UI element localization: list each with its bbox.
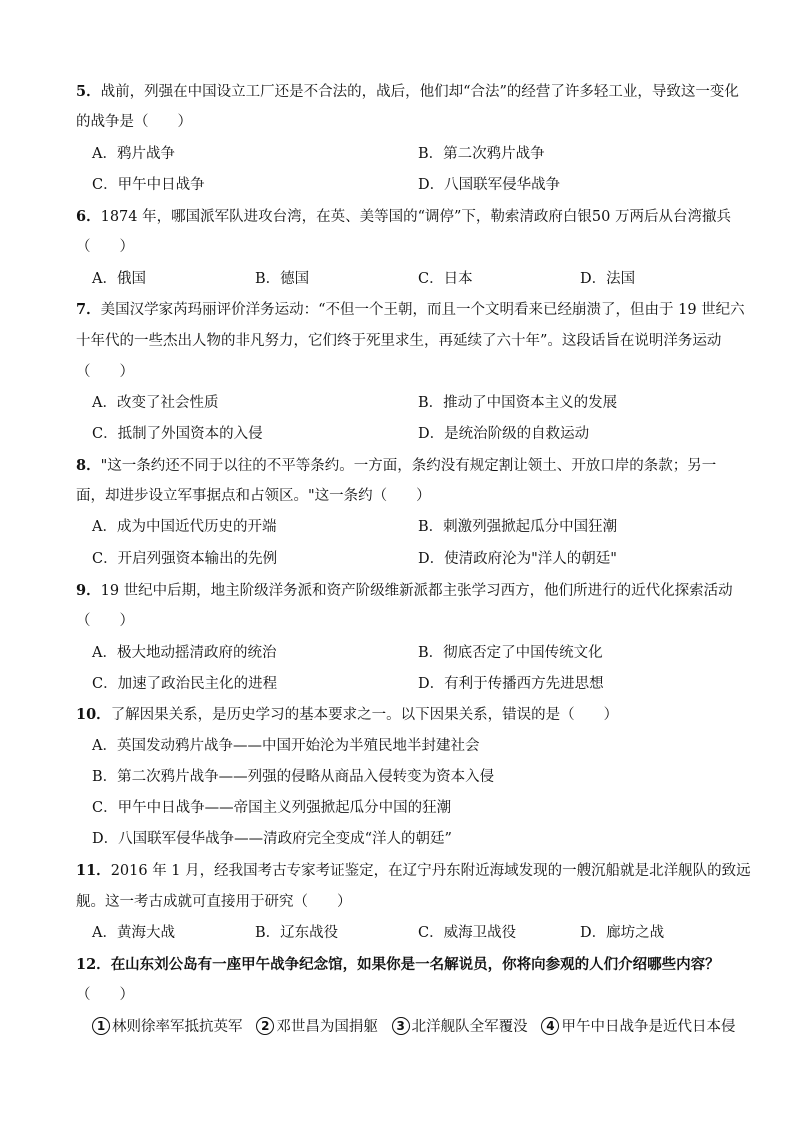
q6-stem-line2: （ ） <box>76 239 134 255</box>
q12-item-4-text: 甲午中日战争是近代日本侵 <box>561 1019 736 1035</box>
q12-item-1 <box>92 1019 243 1035</box>
q7-option-d: D．是统治阶级的自救运动 <box>418 426 590 442</box>
q11-stem <box>76 861 751 881</box>
q6-option-a: A．俄国 <box>92 271 146 287</box>
q5-stem-line2: 的战争是（ ） <box>76 114 192 130</box>
q6-number: 6． <box>76 208 101 225</box>
q7-option-a: A．改变了社会性质 <box>92 395 219 411</box>
q9-option-d: D．有利于传播西方先进思想 <box>418 676 604 692</box>
q6-stem-line1: 1874 年，哪国派军队进攻台湾，在英、美等国的“调停”下，勒索清政府白银50 万两后从台湾撤兵 <box>100 209 731 225</box>
q9-option-a: A．极大地动摇清政府的统治 <box>92 645 277 661</box>
q12-number: 12． <box>76 956 111 973</box>
q6-option-d: D．法国 <box>580 271 636 287</box>
q8-option-a: A．成为中国近代历史的开端 <box>92 519 277 535</box>
q9-option-c: C．加速了政治民主化的进程 <box>92 676 278 692</box>
q10-stem <box>76 705 618 725</box>
q5-option-d: D．八国联军侵华战争 <box>418 177 561 193</box>
q7-option-c: C．抵制了外国资本的入侵 <box>92 426 263 442</box>
q11-option-a: A．黄海大战 <box>92 925 175 941</box>
q12-stem-line2: （ ） <box>76 987 134 1003</box>
q11-number: 11． <box>76 862 111 879</box>
q8-stem <box>76 456 716 476</box>
q5-option-c: C．甲午中日战争 <box>92 177 205 193</box>
q6-stem <box>76 207 731 227</box>
q7-number: 7． <box>76 301 101 318</box>
q5-option-a: A．鸦片战争 <box>92 146 175 162</box>
q7-stem-line1: 美国汉学家芮玛丽评价洋务运动：“不但一个王朝，而且一个文明看来已经崩溃了，但由于 19 世纪六 <box>100 302 745 318</box>
q11-stem-line2: 舰。这一考古成就可直接用于研究（ ） <box>76 894 352 910</box>
q12-stem-line1: 在山东刘公岛有一座甲午战争纪念馆，如果你是一名解说员，你将向参观的人们介绍哪些内容？ <box>110 956 720 973</box>
q12-item-3-text: 北洋舰队全军覆没 <box>411 1019 528 1035</box>
q8-stem-line2: 面，却进步设立军事据点和占领区。"这一条约（ ） <box>76 488 431 504</box>
q9-number: 9． <box>76 582 101 599</box>
q7-stem-line3: （ ） <box>76 364 134 380</box>
q7-stem <box>76 300 745 320</box>
q10-option-a: A．英国发动鸦片战争——中国开始沦为半殖民地半封建社会 <box>92 738 480 754</box>
q7-option-b: B．推动了中国资本主义的发展 <box>418 395 618 411</box>
circled-number-3: 3 <box>392 1017 410 1035</box>
q11-option-d: D．廊坊之战 <box>580 925 665 941</box>
circled-number-4: 4 <box>541 1017 559 1035</box>
q9-stem <box>76 581 733 601</box>
q10-stem-line1: 了解因果关系，是历史学习的基本要求之一。以下因果关系，错误的是（ ） <box>110 707 619 723</box>
q12-item-3 <box>392 1019 528 1035</box>
circled-number-1: 1 <box>92 1017 110 1035</box>
q8-option-b: B．刺激列强掀起瓜分中国狂潮 <box>418 519 618 535</box>
q5-stem-line1: 战前，列强在中国设立工厂还是不合法的，战后，他们却“合法”的经营了许多轻工业，导致这一变化 <box>100 84 739 100</box>
q9-stem-line2: （ ） <box>76 613 134 629</box>
q11-option-b: B．辽东战役 <box>255 925 339 941</box>
q12-stem <box>76 955 720 975</box>
q11-stem-line1: 2016 年 1 月，经我国考古专家考证鉴定，在辽宁丹东附近海域发现的一艘沉船就是北洋舰队的致远 <box>110 863 751 879</box>
q5-option-b: B．第二次鸦片战争 <box>418 146 545 162</box>
q10-option-d: D．八国联军侵华战争——清政府完全变成“洋人的朝廷” <box>92 831 452 847</box>
q9-stem-line1: 19 世纪中后期，地主阶级洋务派和资产阶级维新派都主张学习西方，他们所进行的近代化探索活动 <box>100 583 733 599</box>
q12-item-2-text: 邓世昌为国捐躯 <box>276 1019 378 1035</box>
q5-number: 5． <box>76 83 101 100</box>
q10-number: 10． <box>76 706 111 723</box>
q6-option-c: C．日本 <box>418 271 473 287</box>
q5-stem <box>76 82 739 102</box>
q6-option-b: B．德国 <box>255 271 310 287</box>
q8-stem-line1: "这一条约还不同于以往的不平等条约。一方面，条约没有规定割让领土、开放口岸的条款；另一 <box>100 458 717 474</box>
q10-option-b: B．第二次鸦片战争——列强的侵略从商品入侵转变为资本入侵 <box>92 769 495 785</box>
q11-option-c: C．威海卫战役 <box>418 925 517 941</box>
q8-option-c: C．开启列强资本输出的先例 <box>92 551 278 567</box>
q7-stem-line2: 十年代的一些杰出人物的非凡努力，它们终于死里求生，再延续了六十年”。这段话旨在说明洋务运动 <box>76 333 722 349</box>
q12-item-4 <box>541 1019 735 1035</box>
q12-item-1-text: 林则徐率军抵抗英军 <box>112 1019 243 1035</box>
q8-number: 8． <box>76 457 101 474</box>
q12-items <box>92 1017 735 1037</box>
q9-option-b: B．彻底否定了中国传统文化 <box>418 645 603 661</box>
q12-item-2 <box>256 1019 378 1035</box>
q10-option-c: C．甲午中日战争——帝国主义列强掀起瓜分中国的狂潮 <box>92 800 452 816</box>
q8-option-d: D．使清政府沦为"洋人的朝廷" <box>418 551 617 567</box>
circled-number-2: 2 <box>256 1017 274 1035</box>
